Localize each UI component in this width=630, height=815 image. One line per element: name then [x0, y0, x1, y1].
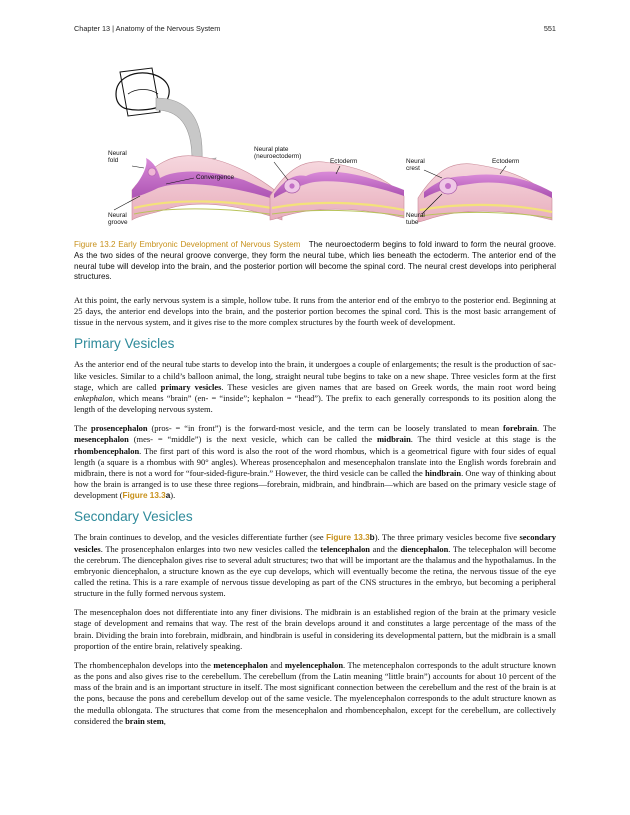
label-neural-groove: Neural groove	[108, 212, 128, 227]
page-number: 551	[543, 24, 556, 33]
secondary-paragraph-3: The rhombencephalon develops into the metencephalon and myelencephalon. The metencephalon corresponds to the adult structure known as the pons and also gives rise to the cerebellum. The cerebellum (from the Latin meaning “little brain”) accounts for about 10 percent of the mass of the brain and is an important structure in itself. The most significant connection between the cerebellum and the rest of the brain is at the pons, because the pons and cerebellum develop out of the same vesicle. The myelencephalon corresponds to the adult structure known as the medulla oblongata. The structures that come from the mesencephalon and rhombencephalon, except for the cerebellum, are collectively considered the brain stem,	[74, 659, 556, 726]
label-neural-crest: Neural crest	[406, 158, 425, 173]
secondary-paragraph-1: The brain continues to develop, and the vesicles differentiate further (see Figure 13.3b). The three primary vesicles become five secondary vesicles. The prosencephalon enlarges into two new vesicles called the telencephalon and the diencephalon. The telecephalon will become the cerebrum. The diencephalon gives rise to several adult structures; two that will be important are the thalamus and the hypothalamus. In the embryonic diencephalon, a structure known as the eye cup develops, which will eventually become the retina, the nervous tissue of the eye called the retina. This is a rare example of nervous tissue developing as part of the CNS structures in the embryo, but becoming a peripheral structure in the fully formed nervous system.	[74, 532, 557, 599]
figure-13-3b-link[interactable]: Figure 13.3b	[326, 533, 375, 543]
stage-neural-tube	[418, 164, 552, 222]
label-convergence: Convergence	[196, 174, 235, 181]
figure-caption	[74, 240, 556, 283]
secondary-paragraph-2: The mesencephalon does not differentiate into any finer divisions. The midbrain is an established region of the brain at the primary vesicle stage of development and remains that way. The rest of the brain develops around it and constitutes a large percentage of the mass of the brain. Dividing the brain into forebrain, midbrain, and hindbrain is useful in considering its developmental pattern, but the midbrain is a small proportion of the entire brain, relatively speaking.	[74, 607, 556, 651]
heading-secondary-vesicles: Secondary Vesicles	[74, 509, 193, 525]
stage-neural-plate	[270, 162, 404, 220]
stage-neural-groove	[132, 156, 282, 220]
primary-paragraph-1: As the anterior end of the neural tube starts to develop into the brain, it undergoes a couple of enlargements; the result is the production of sac-like vesicles. Similar to a child’s balloon animal, the long, straight neural tube begins to take on a new shape. Three vesicles form at the first stage, which are called primary vesicles. These vesicles are given names that are based on Greek words, the main root word being enkephalon, which means “brain” (en- = “inside”; kephalon = “head”). The prefix to each generally corresponds to its position along the length of the developing nervous system.	[74, 359, 557, 415]
label-ectoderm-1: Ectoderm	[330, 158, 358, 165]
label-neural-tube: Neural tube	[406, 212, 425, 227]
caption-text: The neuroectoderm begins to fold inward to form the neural groove. As the two sides of the neural groove converge, they form the neural tube, which lies beneath the ectoderm. The anterior end of the neural tube will develop into the brain, and the posterior portion will become the spinal cord. The neural crest develops into peripheral structures.	[74, 240, 556, 282]
chapter-title: Chapter 13 | Anatomy of the Nervous System	[74, 24, 221, 33]
label-neural-fold: Neural fold	[108, 150, 127, 165]
embryo-illustration	[74, 58, 556, 236]
primary-paragraph-2: The prosencephalon (pros- = “in front”) is the forward-most vesicle, and the term can be loosely translated to mean forebrain. The mesencephalon (mes- = “middle”) is the next vesicle, which can be called the midbrain. The third vesicle at this stage is the rhombencephalon. The first part of this word is also the root of the word rhombus, which is a geometrical figure with four sides of equal length (a square is a rhombus with 90° angles). Whereas prosencephalon and mesencephalon translate into the English words forebrain and midbrain, there is not a word for “four-sided-figure-brain.” However, the third vesicle can be called the hindbrain. One way of thinking about how the brain is arranged is to use these three regions—forebrain, midbrain, and hindbrain—which are based on the primary vesicle stage of development (Figure 13.3a).	[74, 423, 556, 501]
intro-paragraph: At this point, the early nervous system is a simple, hollow tube. It runs from the anterior end of the embryo to the posterior end. Beginning at 25 days, the anterior end develops into the brain, and the posterior portion becomes the spinal cord. This is the most basic arrangement of tissue in the nervous system, and it gives rise to the more complex structures by the fourth week of development.	[74, 295, 556, 328]
figure-13-3a-link[interactable]: Figure 13.3a	[122, 491, 171, 501]
caption-title: Figure 13.2 Early Embryonic Development of Nervous System	[74, 240, 301, 249]
running-header	[74, 24, 556, 36]
heading-primary-vesicles: Primary Vesicles	[74, 336, 175, 352]
figure-13-2	[74, 58, 556, 236]
label-neural-plate: Neural plate (neuroectoderm)	[254, 146, 302, 161]
main-text	[74, 295, 556, 735]
label-ectoderm-2: Ectoderm	[492, 158, 520, 165]
